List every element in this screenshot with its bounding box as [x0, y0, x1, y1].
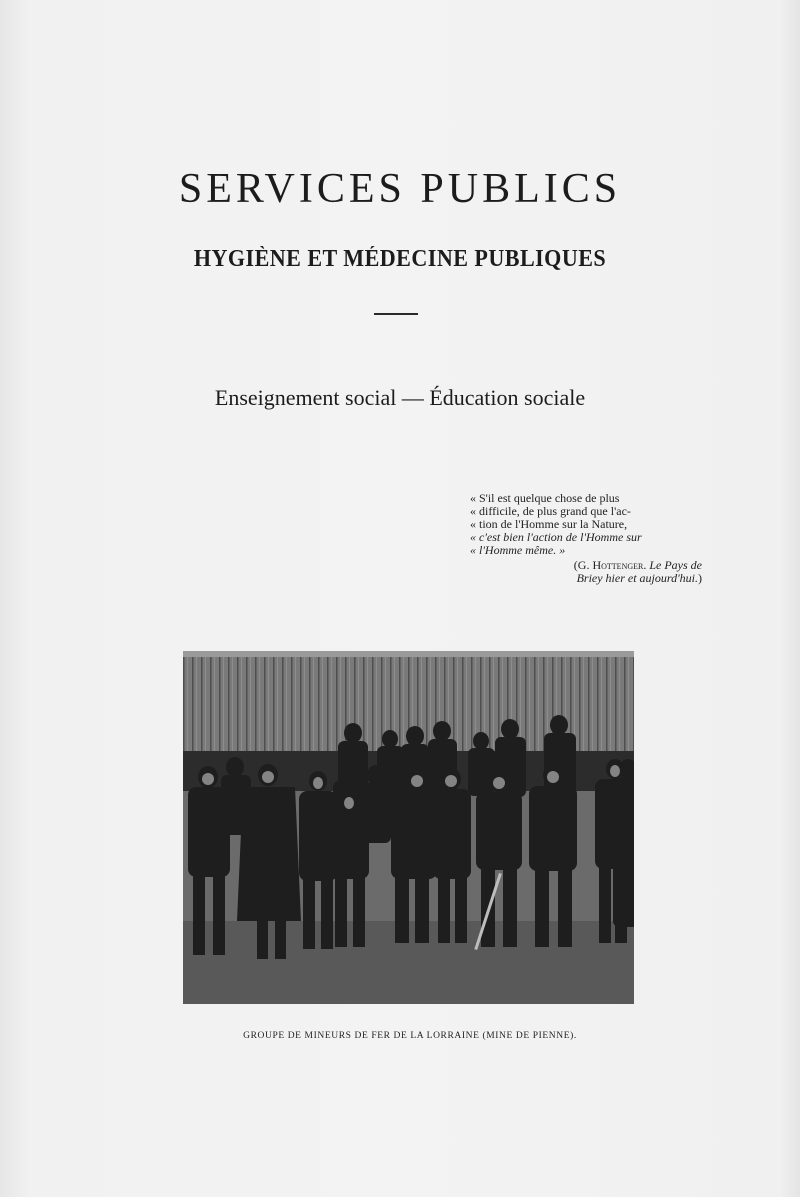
section-heading: Enseignement social — Éducation sociale: [214, 385, 586, 410]
epigraph-line: « difficile, de plus grand que l'ac-: [470, 504, 631, 518]
title-divider: [374, 313, 418, 315]
page-title: SERVICES PUBLICS: [178, 166, 622, 212]
epigraph-line: « tion de l'Homme sur la Nature,: [470, 517, 628, 531]
attribution-work-part2: Briey hier et aujourd'hui.: [576, 571, 698, 585]
epigraph-line: « S'il est quelque chose de plus: [470, 491, 620, 505]
attribution-closing: ): [698, 571, 702, 585]
photo-caption: GROUPE DE MINEURS DE FER DE LA LORRAINE (MINE DE PIENNE).: [243, 1031, 577, 1041]
epigraph-line: « c'est bien l'action de l'Homme sur: [470, 530, 642, 544]
page-subtitle: HYGIÈNE ET MÉDECINE PUBLIQUES: [193, 246, 607, 272]
attribution-work-part1: Le Pays de: [649, 558, 702, 572]
attribution-author: (G. Hottenger.: [573, 558, 647, 572]
miners-group-photo: [183, 651, 634, 1004]
epigraph-quote: [470, 492, 702, 557]
epigraph-line: « l'Homme même. »: [470, 543, 566, 557]
epigraph-attribution: [442, 559, 702, 585]
